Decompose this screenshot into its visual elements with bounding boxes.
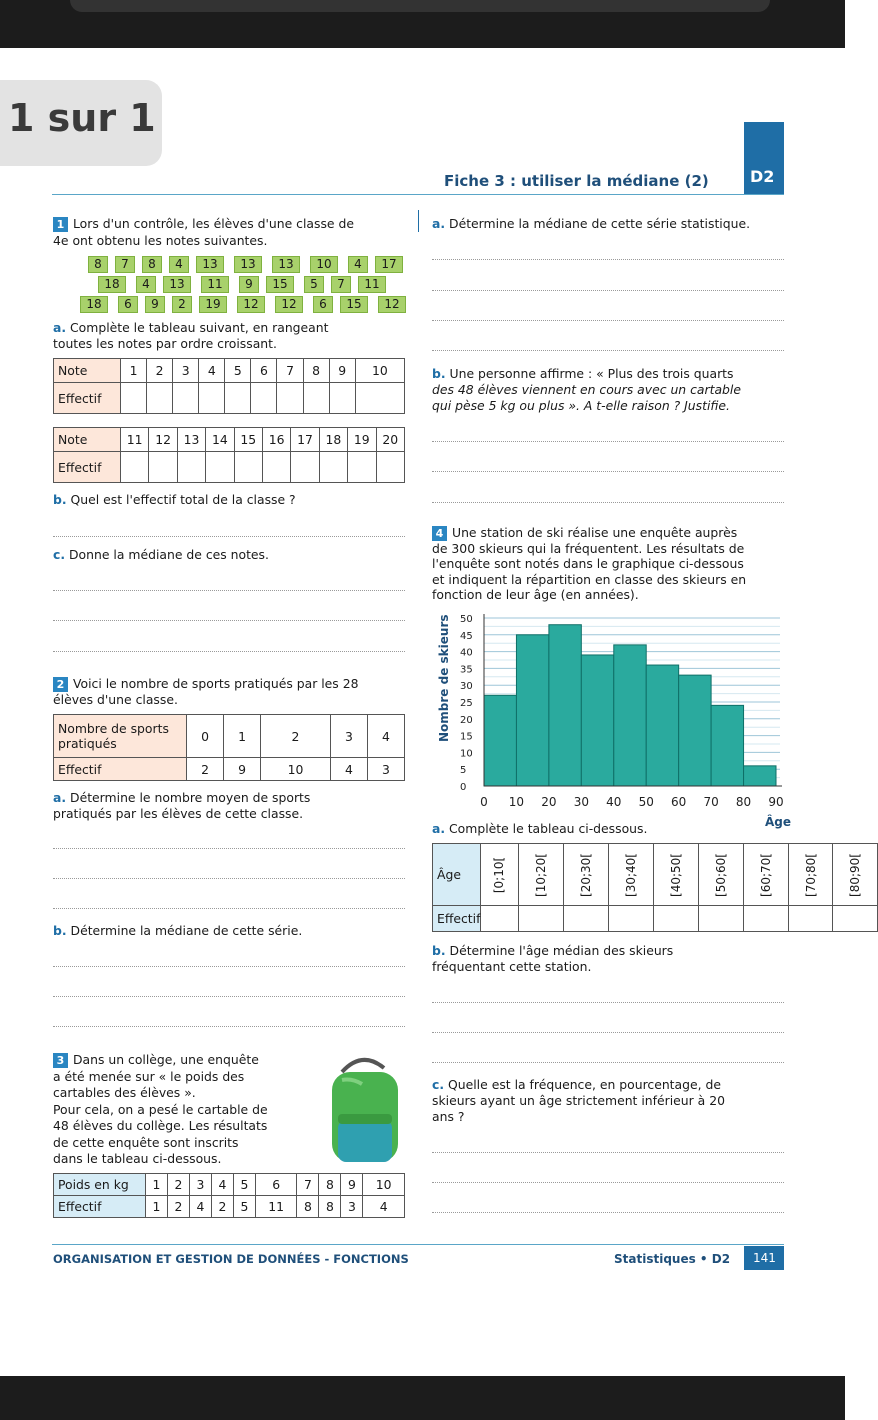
ex1-intro: 1 Lors d'un contrôle, les élèves d'une classe de (53, 217, 354, 232)
note-chip: 12 (275, 296, 303, 313)
answer-line[interactable] (53, 536, 405, 537)
note-chip: 4 (169, 256, 189, 273)
ex2-qa: a. Détermine le nombre moyen de sports (53, 790, 311, 805)
ex2-intro: 2 Voici le nombre de sports pratiqués par les 28 (53, 677, 358, 692)
answer-line[interactable] (432, 471, 784, 472)
answer-line[interactable] (432, 1212, 784, 1213)
ex1-intro-2: 4e ont obtenu les notes suivantes. (53, 233, 268, 248)
answer-line[interactable] (53, 1026, 405, 1027)
page-indicator (0, 80, 162, 166)
ex4-class-header: [50;60[ (698, 844, 743, 906)
ex3-intro-line: dans le tableau ci-dessous. (53, 1151, 222, 1166)
ex3-row1-header: Poids en kg (54, 1174, 146, 1196)
answer-line[interactable] (432, 1032, 784, 1033)
note-chip: 18 (98, 276, 126, 293)
chapter-badge-label: D2 (750, 167, 775, 186)
answer-line[interactable] (53, 620, 405, 621)
ex4-qa: a. Complète le tableau ci-dessous. (432, 821, 648, 836)
ex1-table-2: Note 11 12 13 14 15 16 17 18 19 20 Effectif (53, 427, 405, 483)
note-chip: 9 (145, 296, 165, 313)
ex4-class-header: [10;20[ (518, 844, 563, 906)
answer-line[interactable] (432, 1182, 784, 1183)
ex4-table (432, 843, 878, 932)
cell-input[interactable] (121, 383, 147, 414)
note-chip: 15 (266, 276, 294, 293)
ex4-qc-2: skieurs ayant un âge strictement inférieur à 20 (432, 1093, 725, 1108)
ex4-effectif-cell[interactable] (698, 906, 743, 932)
page-number: 141 (753, 1251, 776, 1265)
ex4-effectif-cell[interactable] (608, 906, 653, 932)
note-chip: 5 (304, 276, 324, 293)
answer-line[interactable] (432, 1152, 784, 1153)
ex2-qb: b. Détermine la médiane de cette série. (53, 923, 303, 938)
ex4-intro-line: de 300 skieurs qui la fréquentent. Les résultats de (432, 540, 745, 556)
ex4-qc-1: c. Quelle est la fréquence, en pourcentage, de (432, 1077, 721, 1092)
ex4-intro-line: fonction de leur âge (en années). (432, 587, 639, 602)
ex4-effectif-cell[interactable] (481, 906, 518, 932)
note-chip: 6 (313, 296, 333, 313)
histogram-bar (679, 675, 711, 786)
note-chip: 9 (239, 276, 259, 293)
answer-line[interactable] (432, 1002, 784, 1003)
note-chip: 19 (199, 296, 227, 313)
ex4-class-header: [40;50[ (653, 844, 698, 906)
table2-note-header: Note (54, 428, 121, 452)
note-chip: 11 (358, 276, 386, 293)
ex3qa-text: Détermine la médiane de cette série statistique. (449, 216, 751, 231)
ex2qa-text: Détermine le nombre moyen de sports (70, 790, 311, 805)
note-chip: 8 (88, 256, 108, 273)
note-chip: 7 (115, 256, 135, 273)
ex4-class-header: [80;90[ (833, 844, 878, 906)
viewer-top-bar (0, 0, 845, 48)
histogram-bar (711, 705, 743, 786)
histogram-bar (549, 625, 581, 786)
ex4-qc-3: ans ? (432, 1109, 465, 1124)
answer-line[interactable] (53, 651, 405, 652)
ex4-class-header: [30;40[ (608, 844, 653, 906)
note-chip: 13 (272, 256, 300, 273)
ex2-qa-2: pratiqués par les élèves de cette classe. (53, 806, 304, 821)
y-tick-label: 30 (460, 681, 473, 693)
note-chip: 2 (172, 296, 192, 313)
x-tick-label: 80 (735, 795, 752, 809)
x-tick-label: 60 (671, 795, 687, 809)
answer-line[interactable] (53, 878, 405, 879)
table2-effectif-header: Effectif (54, 452, 121, 483)
note-chip: 10 (310, 256, 338, 273)
ex1-table-1: Note 1 2 3 4 5 6 7 8 9 10 Effectif (53, 358, 405, 414)
ex1-qb: b. Quel est l'effectif total de la classe ? (53, 492, 296, 507)
ex3qb0-text: Une personne affirme : « Plus des trois quarts (449, 366, 734, 381)
ex4-effectif-cell[interactable] (833, 906, 878, 932)
ex3-table: Poids en kg 1 2 3 4 5 6 7 8 9 10 Effectif 1 2 4 2 5 11 8 8 3 4 (53, 1173, 405, 1218)
note-chip: 4 (136, 276, 156, 293)
y-tick-label: 45 (460, 630, 473, 642)
y-axis-title: Nombre de skieurs (437, 614, 451, 742)
note-chip: 13 (196, 256, 224, 273)
ex4-effectif-cell[interactable] (788, 906, 833, 932)
footer-rule (52, 1244, 784, 1245)
ex4-class-header: [70;80[ (788, 844, 833, 906)
answer-line[interactable] (53, 590, 405, 591)
footer-section: ORGANISATION ET GESTION DE DONNÉES - FONCTIONS (53, 1252, 409, 1266)
ex4-qb-1: b. Détermine l'âge médian des skieurs (432, 943, 674, 958)
ex3-intro-line: a été menée sur « le poids des (53, 1068, 245, 1084)
note-chip: 12 (237, 296, 265, 313)
ex1-qa-2: toutes les notes par ordre croissant. (53, 336, 277, 351)
x-tick-label: 10 (508, 795, 525, 809)
x-axis-title: Âge (764, 815, 792, 829)
ex4-age-header: Âge (433, 844, 481, 906)
ex4-class-header: [0;10[ (481, 844, 518, 906)
ex3-qb-3: qui pèse 5 kg ou plus ». A t-elle raison ? Justifie. (432, 398, 730, 413)
ex3-qb-1: b. Une personne affirme : « Plus des trois quarts (432, 366, 734, 381)
note-chip: 6 (118, 296, 138, 313)
histogram-bar (646, 665, 678, 786)
ex4-number: 4 (432, 526, 447, 541)
x-tick-label: 0 (480, 795, 488, 809)
ex4qc0-text: Quelle est la fréquence, en pourcentage, de (448, 1077, 721, 1092)
ex3-qb-2: des 48 élèves viennent en cours avec un cartable (432, 382, 741, 397)
answer-line[interactable] (432, 350, 784, 351)
ex2-row2-header: Effectif (54, 758, 187, 781)
histogram-bar (614, 645, 646, 786)
page-number-badge (744, 1246, 784, 1270)
y-tick-label: 50 (460, 614, 473, 625)
ex3-intro-line: cartables des élèves ». (53, 1085, 196, 1100)
histogram-bar (516, 635, 548, 786)
ex3-number: 3 (53, 1053, 68, 1068)
y-tick-label: 15 (460, 731, 473, 743)
ex1-qa: a. Complète le tableau suivant, en rangeant (53, 320, 329, 335)
ex4-effectif-cell[interactable] (563, 906, 608, 932)
ex4-effectif-cell[interactable] (653, 906, 698, 932)
answer-line[interactable] (432, 441, 784, 442)
ex4-class-header: [60;70[ (743, 844, 788, 906)
x-tick-label: 40 (606, 795, 622, 809)
note-chip: 18 (80, 296, 108, 313)
column-divider (418, 210, 419, 232)
ex4-intro-line: et indiquent la répartition en classe des skieurs en (432, 571, 747, 587)
y-tick-label: 35 (460, 664, 473, 676)
ex4-class-header: [20;30[ (563, 844, 608, 906)
answer-line[interactable] (432, 502, 784, 503)
note-chip: 13 (234, 256, 262, 273)
ex1qa-text: Complète le tableau suivant, en rangeant (70, 320, 329, 335)
histogram-bar (581, 655, 613, 786)
header-rule (52, 194, 784, 195)
ex4-effectif-header: Effectif (433, 906, 481, 932)
ex3-qa: a. Détermine la médiane de cette série statistique. (432, 216, 751, 231)
ex1qc-text: Donne la médiane de ces notes. (69, 547, 269, 562)
chapter-badge (744, 122, 784, 194)
footer-chapter: Statistiques • D2 (614, 1252, 731, 1266)
ex2qb-text: Détermine la médiane de cette série. (70, 923, 303, 938)
y-tick-label: 0 (460, 782, 467, 793)
answer-line[interactable] (53, 966, 405, 967)
ex4-effectif-cell[interactable] (743, 906, 788, 932)
answer-line[interactable] (432, 1062, 784, 1063)
histogram-bar (484, 695, 516, 786)
ex4-qb-2: fréquentant cette station. (432, 959, 592, 974)
histogram-bar (744, 766, 776, 786)
answer-line[interactable] (53, 848, 405, 849)
y-tick-label: 25 (460, 698, 473, 709)
answer-line[interactable] (53, 996, 405, 997)
x-tick-label: 70 (703, 795, 719, 809)
ex4qa-text: Complète le tableau ci-dessous. (449, 821, 648, 836)
ex2-table: Nombre de sports pratiqués 0 1 2 3 4 Effectif 2 9 10 4 3 (53, 714, 405, 781)
ex3-row2-header: Effectif (54, 1196, 146, 1218)
x-tick-label: 30 (573, 795, 589, 809)
table1-note-header: Note (54, 359, 121, 383)
ex3-intro-line: 3 Dans un collège, une enquête (53, 1053, 259, 1068)
ex4-intro-line: 4 Une station de ski réalise une enquête auprès (432, 526, 737, 541)
note-chip: 13 (163, 276, 191, 293)
ex4-intro-line: l'enquête sont notés dans le graphique ci-dessous (432, 556, 744, 571)
answer-line[interactable] (53, 908, 405, 909)
y-tick-label: 5 (460, 765, 467, 777)
x-tick-label: 90 (768, 795, 784, 809)
note-chip: 12 (378, 296, 406, 313)
ex1qb-text: Quel est l'effectif total de la classe ? (70, 492, 296, 507)
ex1-number: 1 (53, 217, 68, 232)
note-chip: 4 (348, 256, 368, 273)
y-tick-label: 20 (460, 714, 473, 726)
ex3-intro-line: 48 élèves du collège. Les résultats (53, 1118, 268, 1133)
ex2-number: 2 (53, 677, 68, 692)
answer-line[interactable] (432, 320, 784, 321)
answer-line[interactable] (432, 259, 784, 260)
note-chip: 7 (331, 276, 351, 293)
page-indicator-label: 1 sur 1 (8, 96, 156, 140)
ex3-intro-line: Pour cela, on a pesé le cartable de (53, 1101, 268, 1117)
ex3-intro-line: de cette enquête sont inscrits (53, 1134, 239, 1150)
note-chip: 11 (201, 276, 229, 293)
age-histogram (432, 610, 792, 830)
ex2-row1-header: Nombre de sports pratiqués (54, 715, 187, 758)
table1-effectif-header: Effectif (54, 383, 121, 414)
y-tick-label: 40 (460, 647, 473, 659)
ex1-qc: c. Donne la médiane de ces notes. (53, 547, 269, 562)
y-tick-label: 10 (460, 748, 473, 760)
x-tick-label: 20 (541, 795, 557, 809)
viewer-bottom-bar (0, 1376, 845, 1420)
ex4-effectif-cell[interactable] (518, 906, 563, 932)
page-title: Fiche 3 : utiliser la médiane (2) (444, 172, 709, 190)
note-chip: 15 (340, 296, 368, 313)
ex2-intro-2: élèves d'une classe. (53, 692, 178, 707)
x-tick-label: 50 (638, 795, 654, 809)
note-chip: 17 (375, 256, 403, 273)
backpack-illustration (312, 1050, 412, 1168)
answer-line[interactable] (432, 290, 784, 291)
ex4qb0-text: Détermine l'âge médian des skieurs (449, 943, 674, 958)
note-chip: 8 (142, 256, 162, 273)
